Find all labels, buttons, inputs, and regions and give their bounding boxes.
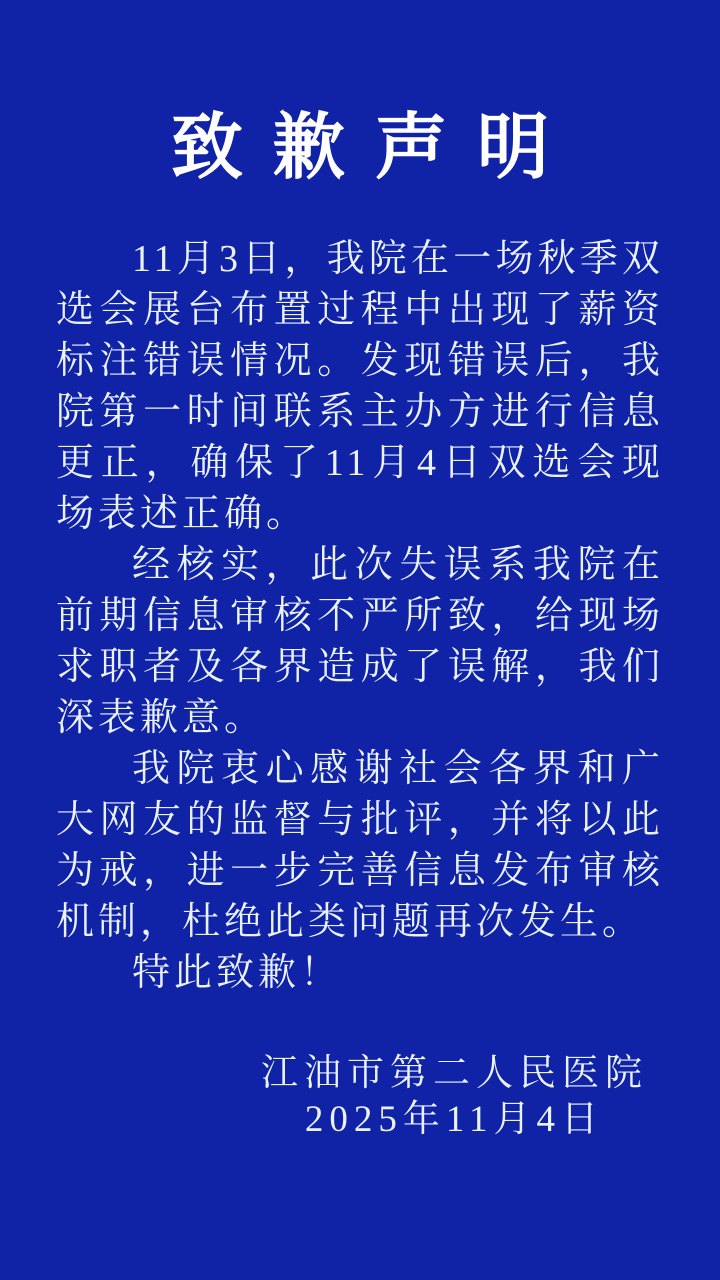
signature-organization: 江油市第二人民医院	[261, 1053, 648, 1094]
notice-paragraph-1: 11月3日，我院在一场秋季双选会展台布置过程中出现了薪资标注错误情况。发现错误后，我院第一时间联系主办方进行信息更正，确保了11月4日双选会现场表述正确。	[56, 238, 664, 535]
signature-date: 2025年11月4日	[304, 1099, 605, 1140]
notice-body	[56, 234, 664, 999]
notice-paragraph-3: 我院衷心感谢社会各界和广大网友的监督与批评，并将以此为戒，进一步完善信息发布审核机制，杜绝此类问题再次发生。	[56, 748, 664, 943]
signature-block	[261, 1051, 648, 1143]
notice-paragraph-2: 经核实，此次失误系我院在前期信息审核不严所致，给现场求职者及各界造成了误解，我们深表歉意。	[56, 544, 664, 739]
notice-title: 致歉声明	[170, 108, 579, 188]
notice-closing: 特此致歉！	[132, 952, 343, 994]
